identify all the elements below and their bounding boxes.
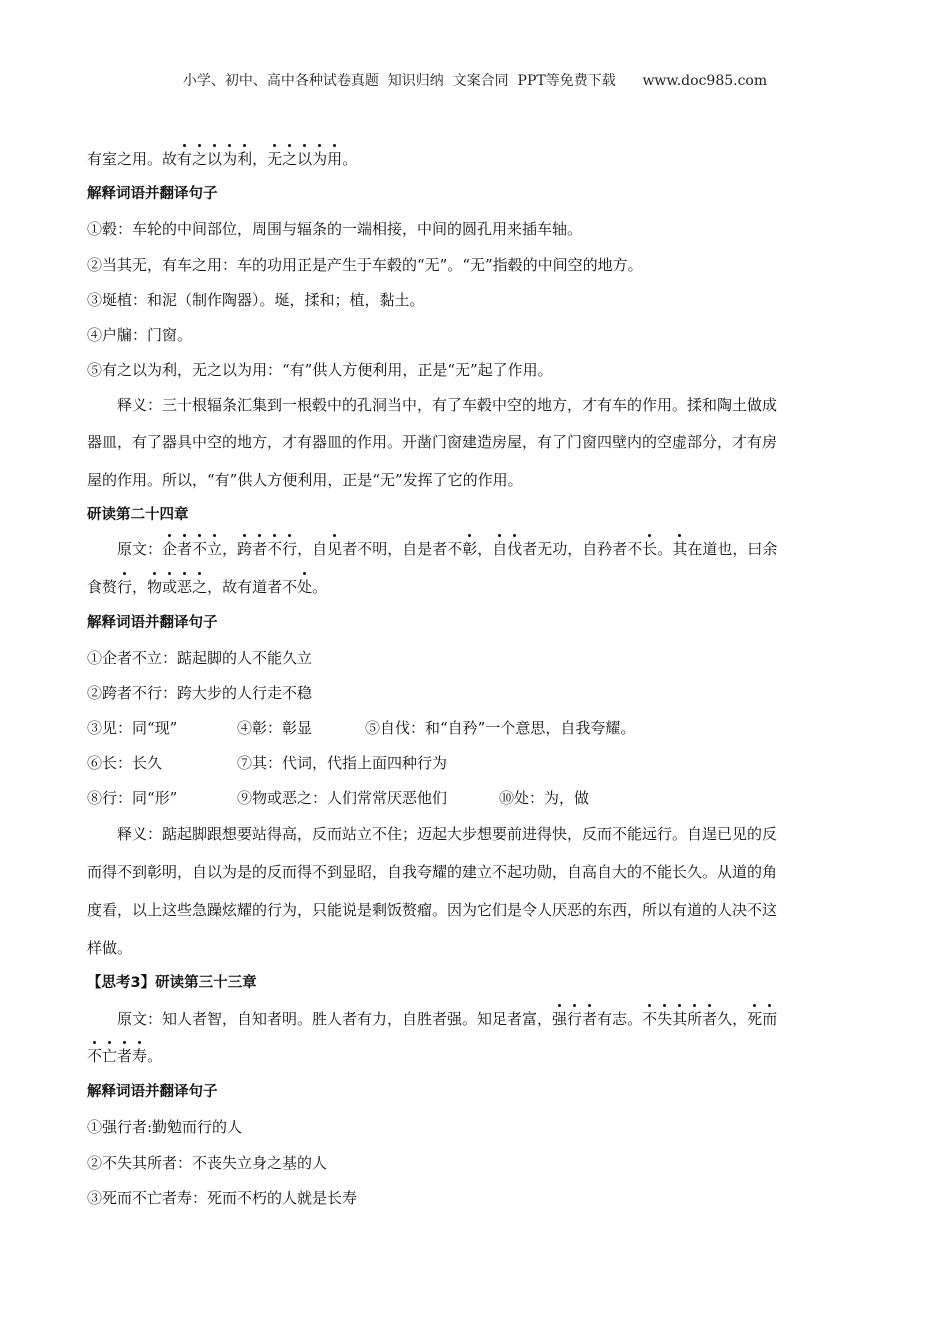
- emphasis-char: 利: [237, 150, 253, 168]
- dotted-emphasis: [552, 1010, 597, 1028]
- note-item: ⑥长：长久: [87, 754, 163, 772]
- dotted-emphasis: [267, 150, 342, 168]
- emphasis-char: 者: [177, 540, 193, 558]
- translation-paragraph: 释义：三十根辐条汇集到一根毂中的孔洞当中，有了车毂中空的地方，才有车的作用。揉和陶土做成: [117, 396, 778, 414]
- emphasis-char: 见: [327, 540, 343, 558]
- emphasis-char: 者: [702, 1010, 718, 1028]
- dotted-emphasis: [747, 1010, 777, 1028]
- note-item: ③埏植：和泥（制作陶器）。埏，揉和；植，黏土。: [87, 291, 425, 309]
- original-text: 原文：企者不立，跨者不行，自见者不明，自是者不彰，自伐者无功，自矜者不长。其在道也，曰余: [117, 540, 778, 558]
- note-item: ④户牖：门窗。: [87, 326, 193, 344]
- dotted-emphasis: [117, 578, 132, 596]
- section-heading: 研读第二十四章: [87, 507, 189, 523]
- note-item: ⑤自伐：和“自矜”一个意思，自我夸耀。: [365, 719, 636, 737]
- dotted-emphasis: [87, 1047, 147, 1065]
- note-item: ①强行者:勤勉而行的人: [87, 1118, 243, 1136]
- translation-paragraph: 而得不到彰明，自以为是的反而得不到显昭，自我夸耀的建立不起功勋，自高自大的不能长久。从道的角: [87, 863, 778, 881]
- translation-paragraph: 样做。: [87, 939, 133, 957]
- emphasis-char: 其: [672, 1010, 688, 1028]
- page-header: 小学、初中、高中各种试卷真题 知识归纳 文案合同 PPT等免费下载 www.doc985.com: [182, 73, 768, 89]
- original-text: 不亡者寿。: [87, 1047, 163, 1065]
- dotted-emphasis: [162, 540, 222, 558]
- note-row: [87, 788, 589, 808]
- emphasis-char: 立: [207, 540, 223, 558]
- emphasis-char: 恶: [177, 578, 193, 596]
- section-heading: 【思考3】研读第三十三章: [87, 975, 257, 991]
- emphasis-char: 行: [117, 578, 133, 596]
- emphasis-char: 处: [297, 578, 313, 596]
- emphasis-char: 强: [552, 1010, 568, 1028]
- emphasis-char: 物: [147, 578, 163, 596]
- note-item: ①毂：车轮的中间部位，周围与辐条的一端相接，中间的圆孔用来插车轴。: [87, 220, 583, 238]
- dotted-emphasis: [642, 540, 657, 558]
- emphasis-char: 失: [657, 1010, 673, 1028]
- dotted-emphasis: [492, 540, 522, 558]
- note-item: ②跨者不行：跨大步的人行走不稳: [87, 684, 313, 702]
- emphasis-char: 亡: [102, 1047, 118, 1065]
- dotted-emphasis: [297, 578, 312, 596]
- emphasis-char: 寿: [132, 1047, 148, 1065]
- dotted-emphasis: [672, 540, 687, 558]
- emphasis-char: 所: [687, 1010, 703, 1028]
- emphasis-char: 有: [177, 150, 193, 168]
- emphasis-char: 为: [312, 150, 328, 168]
- emphasis-char: 彰: [462, 540, 478, 558]
- original-text: 原文：知人者智，自知者明。胜人者有力，自胜者强。知足者富，强行者有志。不失其所者久，死而: [117, 1010, 778, 1028]
- note-item: ③见：同“现”: [87, 719, 178, 737]
- section-heading: 解释词语并翻译句子: [87, 1084, 218, 1100]
- dotted-emphasis: [177, 150, 252, 168]
- dotted-emphasis: [327, 540, 342, 558]
- note-row: [87, 753, 447, 773]
- emphasis-char: 行: [282, 540, 298, 558]
- dotted-emphasis: [462, 540, 477, 558]
- emphasis-char: 或: [162, 578, 178, 596]
- emphasis-char: 自: [492, 540, 508, 558]
- translation-paragraph: 器皿，有了器具中空的地方，才有器皿的作用。开凿门窗建造房屋，有了门窗四壁内的空虚部分，才有房: [87, 433, 778, 451]
- note-item: ⑦其：代词，代指上面四种行为: [237, 754, 448, 772]
- emphasis-char: 跨: [237, 540, 253, 558]
- note-item: ⑨物或恶之：人们常常厌恶他们: [237, 789, 448, 807]
- translation-paragraph: 屋的作用。所以，“有”供人方便利用，正是“无”发挥了它的作用。: [87, 471, 523, 489]
- emphasis-char: 以: [297, 150, 313, 168]
- emphasis-char: 企: [162, 540, 178, 558]
- note-item: ③死而不亡者寿：死而不朽的人就是长寿: [87, 1189, 358, 1207]
- emphasis-char: 之: [192, 578, 208, 596]
- note-item: ⑧行：同“形”: [87, 789, 178, 807]
- section-heading: 解释词语并翻译句子: [87, 615, 218, 631]
- emphasis-char: 伐: [507, 540, 523, 558]
- emphasis-char: 无: [267, 150, 283, 168]
- emphasis-char: 不: [192, 540, 208, 558]
- note-row: [87, 718, 635, 738]
- emphasis-char: 以: [207, 150, 223, 168]
- emphasis-char: 之: [282, 150, 298, 168]
- original-text: 食赘行，物或恶之，故有道者不处。: [87, 578, 328, 596]
- emphasis-char: 死: [747, 1010, 763, 1028]
- emphasis-char: 不: [642, 1010, 658, 1028]
- paragraph-line: 有室之用。故有之以为利，无之以为用。: [87, 150, 358, 168]
- emphasis-char: 用: [327, 150, 343, 168]
- emphasis-char: 为: [222, 150, 238, 168]
- dotted-emphasis: [147, 578, 207, 596]
- note-item: ④彰：彰显: [237, 719, 313, 737]
- note-item: ⑤有之以为利，无之以为用：“有”供人方便利用，正是“无”起了作用。: [87, 361, 553, 379]
- translation-paragraph: 释义：踮起脚跟想要站得高，反而站立不住；迈起大步想要前进得快，反而不能远行。自逞已见的反: [117, 825, 778, 843]
- section-heading: 解释词语并翻译句子: [87, 186, 218, 202]
- emphasis-char: 者: [117, 1047, 133, 1065]
- note-item: ⑩处：为，做: [499, 789, 590, 807]
- emphasis-char: 行: [567, 1010, 583, 1028]
- dotted-emphasis: [642, 1010, 717, 1028]
- emphasis-char: 其: [672, 540, 688, 558]
- emphasis-char: 之: [192, 150, 208, 168]
- note-item: ②不失其所者：不丧失立身之基的人: [87, 1154, 328, 1172]
- note-item: ①企者不立：踮起脚的人不能久立: [87, 649, 313, 667]
- emphasis-char: 不: [87, 1047, 103, 1065]
- emphasis-char: 而: [762, 1010, 778, 1028]
- note-item: ②当其无，有车之用：车的功用正是产生于车毂的“无”。“无”指毂的中间空的地方。: [87, 256, 643, 274]
- translation-paragraph: 度看，以上这些急躁炫耀的行为，只能说是剩饭赘瘤。因为它们是令人厌恶的东西，所以有道的人决不这: [87, 901, 778, 919]
- dotted-emphasis: [237, 540, 297, 558]
- emphasis-char: 者: [252, 540, 268, 558]
- emphasis-char: 者: [582, 1010, 598, 1028]
- emphasis-char: 长: [642, 540, 658, 558]
- emphasis-char: 不: [267, 540, 283, 558]
